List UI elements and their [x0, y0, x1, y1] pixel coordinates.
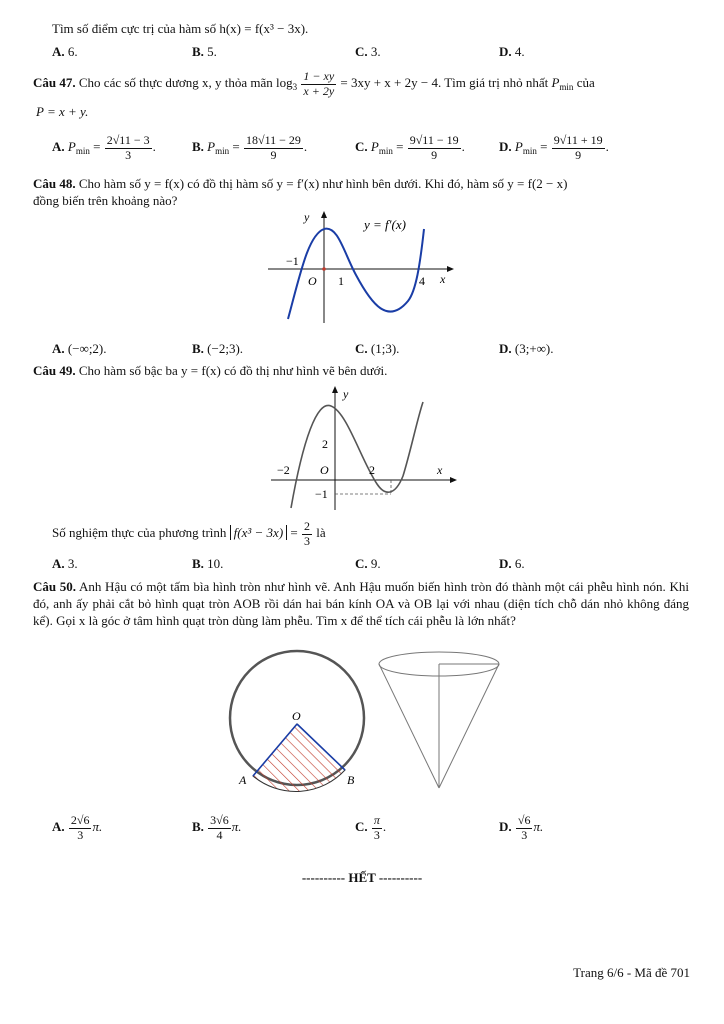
- q49-graph: [265, 380, 465, 514]
- q49-opt-d: 6.: [514, 556, 525, 571]
- q50-opt-d-num: √6: [517, 812, 531, 827]
- q50-opt-d-tail: π.: [533, 819, 544, 834]
- q49-frac-num: 2: [304, 518, 310, 533]
- q47-log-base: 3: [292, 82, 298, 92]
- q48-tick-4: 4: [419, 274, 425, 288]
- q50-opt-b-key: B.: [192, 819, 204, 834]
- q49-y-label: y: [343, 387, 349, 401]
- q50-opt-c-key: C.: [355, 819, 368, 834]
- q47-stem: [33, 68, 595, 102]
- q48-y-label: y: [304, 210, 310, 224]
- q47-frac-den: x + 2y: [303, 83, 335, 98]
- q47-opt-a-den: 3: [125, 147, 132, 162]
- q46-opt-c: 3.: [370, 44, 381, 59]
- q49-curve: [291, 402, 423, 508]
- q50-opt-a-den: 3: [77, 827, 84, 842]
- q48-opt-a: (−∞;2).: [67, 341, 107, 356]
- q49-opt-a-key: A.: [52, 556, 65, 571]
- q50-opt-c-frac: [372, 814, 382, 843]
- q46-opt-b-key: B.: [192, 44, 204, 59]
- q49-tick-neg2: −2: [277, 463, 290, 477]
- q50-opt-b-num: 3√6: [210, 812, 229, 827]
- q49-opt-c-key: C.: [355, 556, 368, 571]
- q48-line2: đồng biến trên khoảng nào?: [33, 193, 178, 208]
- q49-fraction: [302, 520, 312, 549]
- q49-question: [52, 516, 326, 550]
- q49-opt-b: 10.: [207, 556, 224, 571]
- q47-opt-b-key: B.: [192, 139, 204, 154]
- page-footer: Trang 6/6 - Mã đề 701: [573, 965, 690, 980]
- q49-y-arrow-icon: [332, 386, 338, 393]
- q48-opt-d-key: D.: [499, 341, 512, 356]
- q47-opt-c-frac: [408, 134, 461, 163]
- q50-cone-right: [439, 664, 499, 788]
- q46-opt-d-key: D.: [499, 44, 512, 59]
- q47-pmin: P: [551, 75, 560, 90]
- q50-label: Câu 50.: [33, 579, 77, 594]
- q47-opt-b-num: 18√11 − 29: [245, 132, 301, 147]
- q47-opt-d-sub: min: [522, 146, 537, 156]
- q48-graph: [262, 205, 462, 331]
- q49-opt-a: 3.: [67, 556, 78, 571]
- q50-opt-b-frac: [208, 814, 231, 843]
- q47-fraction: [301, 70, 336, 99]
- q49-question-b: là: [316, 525, 326, 540]
- q47-opt-c-num: 9√11 − 19: [409, 132, 459, 147]
- q47-opt-d-num: 9√11 + 19: [553, 132, 603, 147]
- q49-opt-d-key: D.: [499, 556, 512, 571]
- q50-opt-a-frac: [69, 814, 92, 843]
- q48-opt-a-key: A.: [52, 341, 65, 356]
- q50-label-b: B: [347, 773, 355, 787]
- q49-tick-neg1: −1: [315, 487, 328, 501]
- q47-opt-a-frac: [105, 134, 152, 163]
- q47-line2: P = x + y.: [36, 104, 89, 119]
- q48-opt-c: (1;3).: [370, 341, 400, 356]
- q48-origin-dot: [322, 267, 326, 271]
- q49-opt-b-key: B.: [192, 556, 204, 571]
- q49-origin-label: O: [320, 463, 329, 477]
- q49-stem: Cho hàm số bậc ba y = f(x) có đồ thị như hình vẽ bên dưới.: [78, 363, 388, 378]
- q49-x-arrow-icon: [450, 477, 457, 483]
- q48-line1: Cho hàm số y = f(x) có đồ thị hàm số y = f′(x) như hình bên dưới. Khi đó, hàm số y = f(2 − x): [78, 176, 568, 191]
- q49-tick-2x: 2: [369, 463, 375, 477]
- q48-opt-b: (−2;3).: [207, 341, 244, 356]
- q47-opt-c-sub: min: [378, 146, 393, 156]
- q47-opt-a-key: A.: [52, 139, 65, 154]
- q49-opt-c: 9.: [370, 556, 381, 571]
- q48-opt-b-key: B.: [192, 341, 204, 356]
- q50-label-o: O: [292, 709, 301, 723]
- q49-stem-wrap: [33, 364, 387, 378]
- q49-label: Câu 49.: [33, 363, 76, 378]
- q48-origin-label: O: [308, 274, 317, 288]
- q46-opt-c-key: C.: [355, 44, 368, 59]
- q47-opt-a-lhs: P: [67, 139, 76, 154]
- end-mark: ---------- HẾT ----------: [301, 870, 423, 885]
- q48-line1-wrap: [33, 177, 567, 191]
- q50-text-wrap: [33, 578, 689, 629]
- q47-opt-a-num: 2√11 − 3: [106, 132, 150, 147]
- q50-opt-a-num: 2√6: [70, 812, 90, 827]
- q50-opt-d-frac: [516, 814, 533, 843]
- q48-x-arrow-icon: [447, 266, 454, 272]
- q48-tick-neg1: −1: [286, 254, 299, 268]
- q47-opt-b-sub: min: [215, 146, 230, 156]
- q48-label: Câu 48.: [33, 176, 76, 191]
- q48-func-label: y = f′(x): [364, 217, 406, 232]
- q48-tick-1: 1: [338, 274, 344, 288]
- q47-opt-c-den: 9: [431, 147, 438, 162]
- q46-opt-a: 6.: [67, 44, 78, 59]
- q50-opt-a-key: A.: [52, 819, 65, 834]
- q50-opt-b-den: 4: [216, 827, 223, 842]
- q50-label-a: A: [239, 773, 247, 787]
- q49-x-label: x: [437, 463, 443, 477]
- q50-opt-c-num: π: [373, 812, 380, 827]
- q47-stem-b: = 3xy + x + 2y − 4. Tìm giá trị nhỏ nhất: [340, 75, 549, 90]
- q47-opt-a-sub: min: [75, 146, 90, 156]
- q47-opt-b-frac: [244, 134, 303, 163]
- q47-opt-d-key: D.: [499, 139, 512, 154]
- q49-abs-expr: f(x³ − 3x): [230, 525, 287, 540]
- q49-eq: =: [290, 525, 298, 540]
- q47-opt-d-frac: [552, 134, 605, 163]
- q49-tick-2y: 2: [322, 437, 328, 451]
- q47-stem-c: của: [576, 75, 595, 90]
- q49-question-a: Số nghiệm thực của phương trình: [52, 525, 227, 540]
- q48-x-label: x: [440, 272, 446, 286]
- q47-opt-c-lhs: P: [370, 139, 379, 154]
- q50-opt-a-tail: π.: [92, 819, 103, 834]
- q46-opt-b: 5.: [207, 44, 217, 59]
- q50-opt-d-den: 3: [521, 827, 528, 842]
- q50-opt-d-key: D.: [499, 819, 512, 834]
- q47-opt-b-den: 9: [270, 147, 277, 162]
- q50-figure: [225, 648, 500, 798]
- q47-label: Câu 47.: [33, 75, 76, 90]
- q48-opt-d: (3;+∞).: [514, 341, 554, 356]
- q46-stem: Tìm số điểm cực trị của hàm số h(x) = f(x³ − 3x).: [52, 21, 309, 36]
- q48-opt-c-key: C.: [355, 341, 368, 356]
- q49-frac-den: 3: [304, 533, 310, 548]
- q50-opt-c-den: 3: [373, 827, 380, 842]
- q46-opt-a-key: A.: [52, 44, 65, 59]
- q47-opt-c-key: C.: [355, 139, 368, 154]
- q47-frac-num: 1 − xy: [303, 68, 335, 83]
- q47-pmin-sub: min: [559, 82, 574, 92]
- q50-text: Anh Hậu có một tấm bìa hình tròn như hình vẽ. Anh Hậu muốn biến hình tròn đó thành một cái phễu hình nón. Khi đó, anh ấy phải cắt bỏ hình quạt tròn AOB rồi dán hai bán kính OA và OB lại với nhau (diện tích chỗ dán nhỏ không đáng kể). Gọi x là góc ở tâm hình quạt tròn dùng làm phễu. Tìm x để thể tích cái phễu là lớn nhất?: [33, 579, 689, 628]
- q46-opt-d: 4.: [514, 44, 525, 59]
- q50-cone-left: [379, 664, 439, 788]
- q47-stem-a: Cho các số thực dương x, y thỏa mãn log: [78, 75, 293, 90]
- q47-opt-d-lhs: P: [514, 139, 523, 154]
- q50-opt-b-tail: π.: [231, 819, 242, 834]
- q48-y-arrow-icon: [321, 211, 327, 218]
- q50-opt-c-tail: .: [382, 819, 387, 834]
- q47-opt-b-lhs: P: [207, 139, 216, 154]
- q47-opt-d-den: 9: [575, 147, 582, 162]
